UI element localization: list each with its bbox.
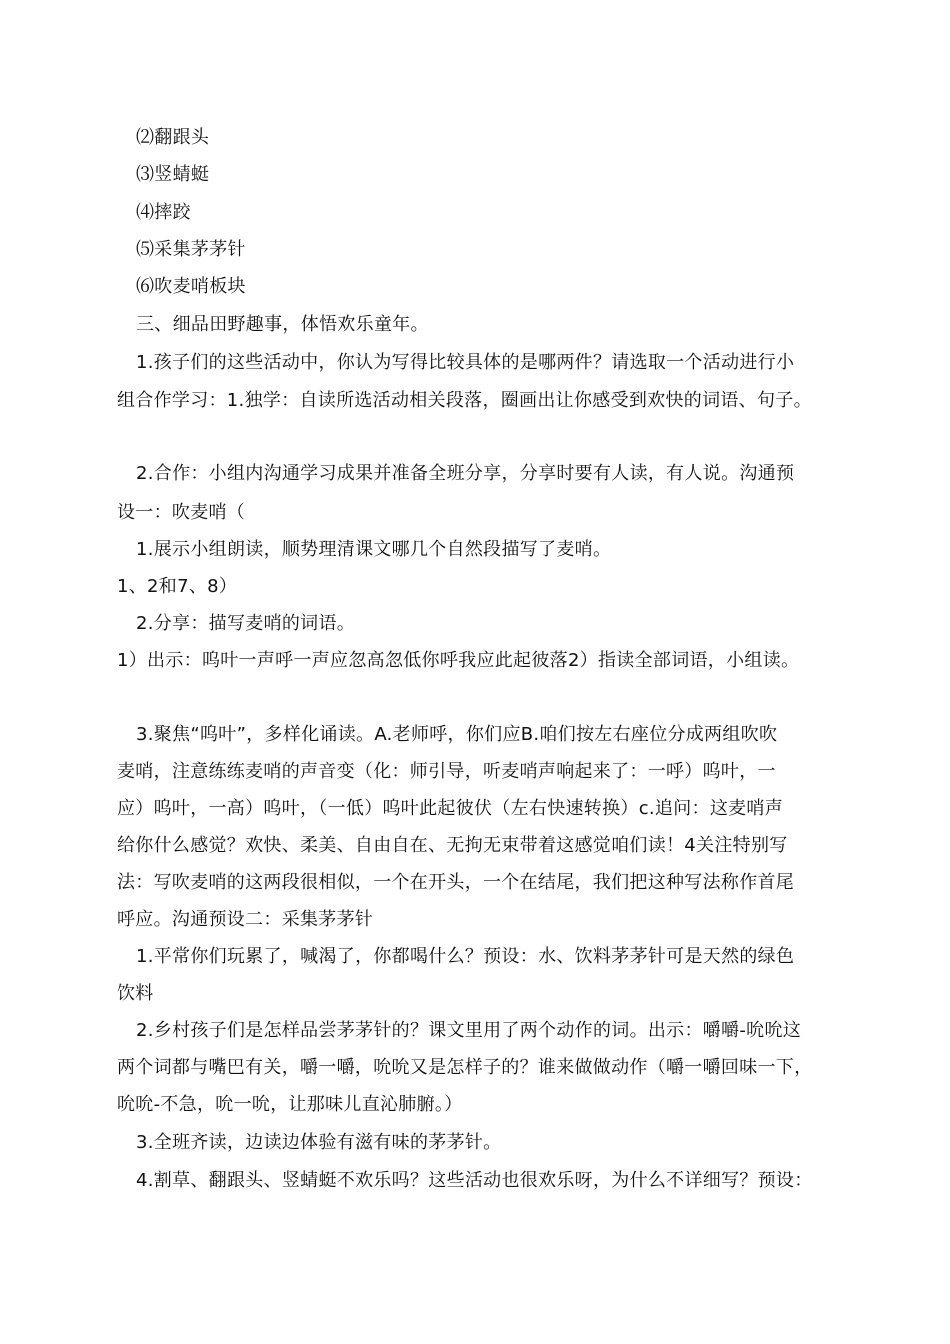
paragraph-line: 3.全班齐读，边读边体验有滋有味的茅茅针。	[136, 1132, 502, 1153]
paragraph-line: 2.合作：小组内沟通学习成果并准备全班分享，分享时要有人读，有人说。沟通预	[136, 463, 795, 484]
paragraph-line: 应）呜叶，一高）呜叶，（一低）呜叶此起彼伏（左右快速转换）c.追问：这麦哨声	[117, 798, 784, 819]
paragraph-line: 给你什么感觉？欢快、柔美、自由自在、无拘无束带着这感觉咱们读！4关注特别写	[117, 835, 788, 856]
list-item-6: ⑹吹麦哨板块	[136, 276, 246, 297]
paragraph-line: 2.分享：描写麦哨的词语。	[136, 613, 356, 634]
paragraph-line: 呼应。沟通预设二：采集茅茅针	[117, 909, 374, 930]
paragraph-line: 2.乡村孩子们是怎样品尝茅茅针的？课文里用了两个动作的词。出示：嚼嚼-吮吮这	[136, 1020, 802, 1041]
paragraph-line: 设一：吹麦哨（	[117, 502, 246, 523]
paragraph-line: 吮吮-不急，吮一吮，让那味儿直沁肺腑。）	[117, 1094, 463, 1115]
paragraph-line: 1）出示：呜叶一声呼一声应忽高忽低你呼我应此起彼落2）指读全部词语，小组读。	[117, 650, 800, 671]
paragraph-line: 1.平常你们玩累了，喊渴了，你都喝什么？预设：水、饮料茅茅针可是天然的绿色	[136, 946, 795, 967]
list-item-2: ⑵翻跟头	[136, 127, 210, 148]
paragraph-line: 法：写吹麦哨的这两段很相似，一个在开头，一个在结尾，我们把这种写法称作首尾	[117, 872, 795, 893]
paragraph-line: 麦哨，注意练练麦哨的声音变（化：师引导，听麦哨声响起来了：一呼）呜叶，一	[117, 761, 776, 782]
paragraph-line: 饮料	[117, 983, 154, 1004]
paragraph-line: 1.孩子们的这些活动中，你认为写得比较具体的是哪两件？请选取一个活动进行小	[136, 352, 795, 373]
paragraph-line: 3.聚焦“呜叶”，多样化诵读。A.老师呼，你们应B.咱们按左右座位分成两组吹吹	[136, 724, 778, 745]
list-item-5: ⑸采集茅茅针	[136, 239, 246, 260]
paragraph-line: 1.展示小组朗读，顺势理清课文哪几个自然段描写了麦哨。	[136, 539, 612, 560]
paragraph-line: 组合作学习：1.独学：自读所选活动相关段落，圈画出让你感受到欢快的词语、句子。	[117, 390, 812, 411]
paragraph-line: 两个词都与嘴巴有关，嚼一嚼，吮吮又是怎样子的？谁来做做动作（嚼一嚼回味一下，	[117, 1057, 813, 1078]
paragraph-line: 4.割草、翻跟头、竖蜻蜓不欢乐吗？这些活动也很欢乐呀，为什么不详细写？预设：	[136, 1170, 813, 1191]
list-item-3: ⑶竖蜻蜓	[136, 164, 210, 185]
paragraph-line: 1、2和7、8）	[117, 576, 238, 597]
list-item-4: ⑷摔跤	[136, 202, 191, 223]
section-heading: 三、细品田野趣事，体悟欢乐童年。	[136, 314, 429, 335]
